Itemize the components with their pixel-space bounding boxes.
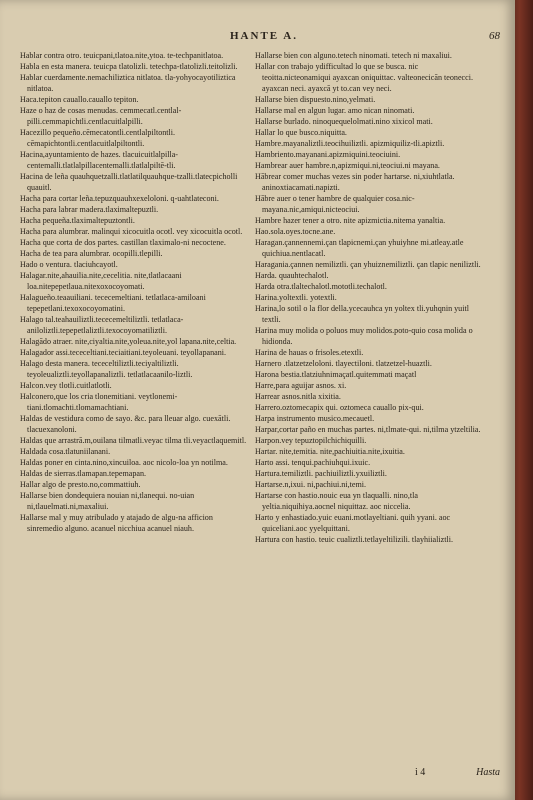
- dictionary-entry: Hacezillo pequeño.cēmecatontli.centlalpiltontli. cēmapichtontli.centlacuitlalpiltontli.: [20, 128, 176, 148]
- dictionary-entry: Harrero.oztomecapix qui. oztomeca cauallo pix-qui.: [255, 403, 424, 412]
- dictionary-entry: Harda otra.tlaltechalotl.mototli.techalotl.: [255, 282, 387, 291]
- dictionary-entry: Hallarse burlado. ninoquequelolmati.nino xixicol mati.: [255, 117, 433, 126]
- dictionary-entry: Halagar.nite,ahauilia.nite,cecelitia. nite,tlatlacaani loa.nitepepetlaua.nitexoxocoyomati.: [20, 271, 182, 291]
- dictionary-entry: Hacha de tea para alumbrar. ocopilli.tlepilli.: [20, 249, 163, 258]
- dictionary-entry: Hallarse bien con alguno.tetech ninomati. tetech ni maxaliui.: [255, 51, 452, 60]
- dictionary-entry: Hacha para labrar madera.tlaximaltepuztli.: [20, 205, 159, 214]
- dictionary-entry: Halagador assi.tececeltiani.teciaitiani.teyoleuani. teyollapanani.: [20, 348, 227, 357]
- dictionary-entry: Hartura con hastio. teuic cualiztli.tetlayeltilizili. tlayhiializtli.: [255, 535, 454, 544]
- dictionary-entry: Hartarse con hastio.nouic eua yn tlaqualli. nino,tla yeltia.niquihiya.aocnel niquittaz. aoc niccelia.: [255, 491, 418, 511]
- dictionary-entry: Hallarse bien dispuesto.nino,yelmati.: [255, 95, 376, 104]
- page-header: [20, 30, 500, 46]
- dictionary-entry: Halago tal.teahauiliztli.tececemeltiliztli. tetlatlaca-aniloliztli.tepepetlaliztli.texocoyomatiliztli.: [20, 315, 184, 335]
- dictionary-entry: Harina de hauas o frisoles.etextli.: [255, 348, 364, 357]
- dictionary-entry: Haldas de vestidura como de sayo. &c. para lleuar algo. cuexātli. tlacuexanoloni.: [20, 414, 231, 434]
- left-column: [20, 50, 248, 534]
- dictionary-entry: Hacha pequeña.tlaximaltepuztontli.: [20, 216, 135, 225]
- dictionary-entry: Hablar cuerdamente.nemachiliztica nitlatoa. tla-yohyocayotiliztica nitlatoa.: [20, 73, 236, 93]
- dictionary-entry: Hambre hazer tener a otro. nite apizmictia.nitema yanaltia.: [255, 216, 446, 225]
- dictionary-entry: Halago desta manera. tececeltiliztli.teciyaltiliztli. teyoleualiztli.teyollapanaliztli. tetlatlacaanilo-liztli.: [20, 359, 193, 379]
- dictionary-entry: Haze o haz de cosas menudas. cemmecatl.centlal-pilli.cemmapichtli.centlacuitlalpilli.: [20, 106, 182, 126]
- dictionary-entry: Harina,lo sotil o la flor della.ycecauhca yn yoltex tli.yuhqnin yuitl textli.: [255, 304, 469, 324]
- dictionary-entry: Hartarse.n,ixui. ni,pachiui.ni,temi.: [255, 480, 367, 489]
- dictionary-entry: Haldada cosa.tlatuniilanani.: [20, 447, 111, 456]
- dictionary-entry: Hambre.mayanaliztli.teocihuiliztli. apizmiquiliz-tli.apiztli.: [255, 139, 445, 148]
- dictionary-entry: Hacha que corta de dos partes. castillan tlaximalo-ni necoctene.: [20, 238, 226, 247]
- dictionary-entry: Hacha para cortar leña.tepuzquauhxexeloloni. q-uahtlateconi.: [20, 194, 219, 203]
- dictionary-entry: Hacina de leña quauhquetzalli.tlatlatilquauhque-tzalli.tlatecpicholli quauitl.: [20, 172, 238, 192]
- dictionary-entry: Harpon.vey tepuztopilchichiquilli.: [255, 436, 367, 445]
- dictionary-entry: Harto assi. tenqui.pachiuhqui.ixuic.: [255, 458, 371, 467]
- dictionary-entry: Harre,para aguijar asnos. xi.: [255, 381, 347, 390]
- dictionary-entry: Hambrear auer hambre.n,apizmiqui.ni,teociui.ni mayana.: [255, 161, 440, 170]
- dictionary-entry: Hallar lo que busco.niquitta.: [255, 128, 347, 137]
- dictionary-entry: Haragan.çannennemi.çan tlapicnemi.çan yhuiyhne mi.atleay.atle quichiua.nentlacatl.: [255, 238, 464, 258]
- dictionary-entry: Haragania.çannen nemiliztli. çan yhuiznemiliztli. çan tlapic neniliztli.: [255, 260, 481, 269]
- dictionary-entry: Haca.tepiton cauallo.cauallo tepiton.: [20, 95, 139, 104]
- dictionary-entry: Harto y enhastiado.yuic euani.motlayeltiani. quih yyani. aoc quiceliani.aoc yyelquittani.: [255, 513, 451, 533]
- dictionary-entry: Halagādo atraer. nite,ciyaltia.nite,yoleua.nite,yol lapana.nite,celtia.: [20, 337, 237, 346]
- dictionary-entry: Hartar. nite,temitia. nite,pachiuitia.nite,ixuitia.: [255, 447, 405, 456]
- dictionary-entry: Hacina,ayuntamiento de hazes. tlacuicuitlalpilla-centemalli.tlatlalpillacentemalli.tlatlalpiltē-tli.: [20, 150, 178, 170]
- dictionary-entry: Hacha para alumbrar. malinqui xicocuitla ocotl. vey xicocuitla ocotl.: [20, 227, 243, 236]
- dictionary-entry: Harona bestia.tlatziuhnimaçatl.quitemmati maçatl: [255, 370, 417, 379]
- dictionary-entry: Harrear asnos.nitla xixitia.: [255, 392, 341, 401]
- page-number: 68: [489, 30, 500, 42]
- dictionary-entry: Harina.yoltextli. yotextli.: [255, 293, 337, 302]
- dictionary-entry: Hambriento.mayanani.apizmiquini.teociuini.: [255, 150, 401, 159]
- dictionary-entry: Hablar contra otro. teuicpani,tlatoa.nite,ytoa. te-techpanitlatoa.: [20, 51, 224, 60]
- dictionary-entry: Hallarse mal y muy atribulado y atajado de algu-na afficion sinremedio alguno. acanuel nicchiua acanuel niauh.: [20, 513, 213, 533]
- dictionary-entry: Hallar con trabajo ydifficultad lo que se busca. nic teoitta.nicteonamiqui ayaxcan oniquittac. valteonecicān teonecci. ayaxcan neci. ayaxcā yt to.can vey neci.: [255, 62, 474, 93]
- dictionary-entry: Hābre auer o tener hambre de qualquier cosa.nic-mayana.nic,amiqui.nicteociui.: [255, 194, 415, 214]
- dictionary-entry: Hado o ventura. tlaciuhcayotl.: [20, 260, 118, 269]
- dictionary-entry: Haldas poner en cinta.nino,xincuiloa. aoc nicolo-loa yn notilma.: [20, 458, 228, 467]
- running-head: HANTE A.: [230, 30, 298, 42]
- dictionary-entry: Halagueño.teaauiliani. tececemeltiani. tetlatlaca-amiloani tepepetlani.texoxocoyomatini.: [20, 293, 206, 313]
- right-column: [255, 50, 483, 545]
- dictionary-entry: Habla en esta manera. teuicpa tlatolizli. tetechpa-tlatolizli.teitolizli.: [20, 62, 238, 71]
- dictionary-entry: Hallar algo de presto.no,commattiuh.: [20, 480, 141, 489]
- dictionary-entry: Harina muy molida o poluos muy molidos.poto-quio cosa molida o hidionda.: [255, 326, 473, 346]
- dictionary-entry: Haldas de sierras.tlamapan.tepemapan.: [20, 469, 147, 478]
- dictionary-entry: Halconero,que los cria tlonemitiani. veytlonemi-tiani.tlomachti.tlomamachtiani.: [20, 392, 178, 412]
- dictionary-entry: Harpar,cortar paño en muchas partes. ni,tlmate-qui. ni,tilma ytzeltilia.: [255, 425, 481, 434]
- signature-mark: i 4: [415, 767, 426, 778]
- dictionary-entry: Harda. quauhtechalotl.: [255, 271, 329, 280]
- dictionary-entry: Haldas que arrastrā.m,ouilana tilmatli.veyac tilma tli.veyactlaquemitl.: [20, 436, 247, 445]
- page-footer: [270, 767, 500, 781]
- dictionary-entry: Harnero .tlatzetzeloloni. tlayectiloni. tlatzetzel-huaztli.: [255, 359, 432, 368]
- dictionary-entry: Halcon.vey tlotli.cuitlatlotli.: [20, 381, 112, 390]
- dictionary-entry: Hābrear comer muchas vezes sin poder hartarse. ni,xiuhtlatla. aninoxtiacamati.napizti.: [255, 172, 455, 192]
- dictionary-entry: Hartura.temiliztli. pachiuiliztli.yxuiliztli.: [255, 469, 387, 478]
- dictionary-entry: Hao.sola.oyes.tocne.ane.: [255, 227, 336, 236]
- dictionary-entry: Hallarse bien dondequiera nouian ni,tlanequi. no-uian ni,tlauelmati.ni,maxaliui.: [20, 491, 195, 511]
- dictionary-entry: Harpa instrumento musico.mecauetl.: [255, 414, 375, 423]
- dictionary-entry: Hallarse mal en algun lugar. amo nican ninomati.: [255, 106, 415, 115]
- catchword: Hasta: [476, 767, 500, 778]
